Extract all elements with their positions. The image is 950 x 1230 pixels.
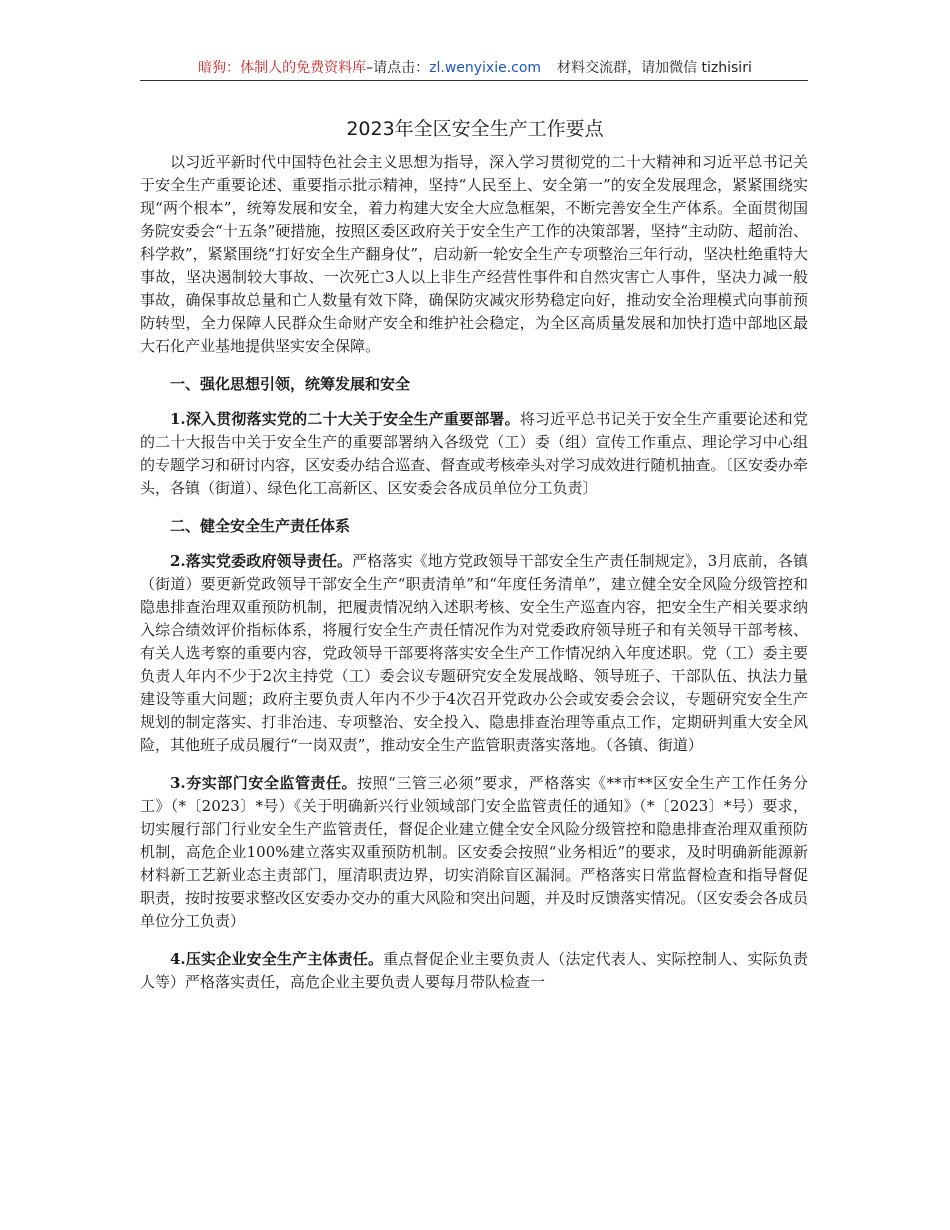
header-contact: 材料交流群，请加微信 tizhisiri — [557, 60, 752, 76]
section-heading-2: 二、健全安全生产责任体系 — [170, 517, 351, 535]
document-title: 2023年全区安全生产工作要点 — [346, 118, 604, 140]
item-lead-3: 3.夯实部门安全监管责任。 — [170, 774, 358, 792]
item-text-1: 将习近平总书记关于安全生产重要论述和党的二十大报告中关于安全生产的重要部署纳入各级党（工）委（组）宣传工作重点、理论学习中心组的专题学习和研讨内容，区安委办结合巡查、督查或考核牵头对学习成效进行随机抽查。〔区安委办牵头，各镇（街道）、绿色化工高新区、区安委会各成员单位分工负责〕 — [140, 410, 808, 497]
item-text-3: 按照“三管三必须”要求，严格落实《**市**区安全生产工作任务分工》（*〔2023〕*号）《关于明确新兴行业领域部门安全监管责任的通知》（*〔2023〕*号）要求，切实履行部门行业安全生产监管责任，督促企业建立健全安全风险分级管控和隐患排查治理双重预防机制，高危企业100%建立落实双重预防机制。区安委会按照“业务相近”的要求，及时明确新能源新材料新工艺新业态主责部门，厘清职责边界，切实消除盲区漏洞。严格落实日常监督检查和指导督促职责，按时按要求整改区安委办交办的重大风险和突出问题，并及时反馈落实情况。（区安委会各成员单位分工负责） — [140, 774, 808, 930]
document-body — [140, 151, 808, 1009]
item-lead-1: 1.深入贯彻落实党的二十大关于安全生产重要部署。 — [170, 410, 520, 428]
item-lead-4: 4.压实企业安全生产主体责任。 — [170, 950, 384, 968]
site-header-banner — [0, 58, 950, 78]
item-paragraph-2 — [140, 550, 808, 757]
item-paragraph-1 — [140, 408, 808, 500]
item-paragraph-3 — [140, 772, 808, 933]
section-heading-1: 一、强化思想引领，统筹发展和安全 — [170, 375, 411, 393]
item-text-4: 重点督促企业主要负责人（法定代表人、实际控制人、实际负责人等）严格落实责任，高危企业主要负责人要每月带队检查一 — [140, 950, 808, 991]
header-brand: 暗狗：体制人的免费资料库 — [198, 60, 367, 76]
item-paragraph-4 — [140, 948, 808, 994]
item-lead-2: 2.落实党委政府领导责任。 — [170, 552, 353, 570]
header-divider — [140, 80, 808, 81]
header-prompt: –请点击： — [366, 60, 430, 76]
intro-paragraph: 以习近平新时代中国特色社会主义思想为指导，深入学习贯彻党的二十大精神和习近平总书记关于安全生产重要论述、重要指示批示精神，坚持“人民至上、安全第一”的安全发展理念，紧紧围绕实现“两个根本”，统筹发展和安全，着力构建大安全大应急框架，不断完善安全生产体系。全面贯彻国务院安委会“十五条”硬措施，按照区委区政府关于安全生产工作的决策部署，坚持“主动防、超前治、科学救”，紧紧围绕“打好安全生产翻身仗”，启动新一轮安全生产专项整治三年行动，坚决杜绝重特大事故，坚决遏制较大事故、一次死亡3人以上非生产经营性事件和自然灾害亡人事件，坚决力减一般事故，确保事故总量和亡人数量有效下降，确保防灾减灾形势稳定向好，推动安全治理模式向事前预防转型，全力保障人民群众生命财产安全和维护社会稳定，为全区高质量发展和加快打造中部地区最大石化产业基地提供坚实安全保障。 — [140, 153, 809, 355]
item-text-2: 严格落实《地方党政领导干部安全生产责任制规定》，3月底前，各镇（街道）要更新党政领导干部安全生产“职责清单”和“年度任务清单”，建立健全安全风险分级管控和隐患排查治理双重预防机制，把履责情况纳入述职考核、安全生产巡查内容，把安全生产相关要求纳入综合绩效评价指标体系，将履行安全生产责任情况作为对党委政府领导班子和有关领导干部考核、有关人选考察的重要内容，党政领导干部要将落实安全生产工作情况纳入年度述职。党（工）委主要负责人年内不少于2次主持党（工）委会议专题研究安全发展战略、领导班子、干部队伍、执法力量建设等重大问题；政府主要负责人年内不少于4次召开党政办公会或安委会会议，专题研究安全生产规划的制定落实、打非治违、专项整治、安全投入、隐患排查治理等重点工作，定期研判重大安全风险，其他班子成员履行“一岗双责”，推动安全生产监管职责落实落地。（各镇、街道） — [140, 552, 808, 754]
header-url-link[interactable]: zl.wenyixie.com — [429, 60, 542, 76]
